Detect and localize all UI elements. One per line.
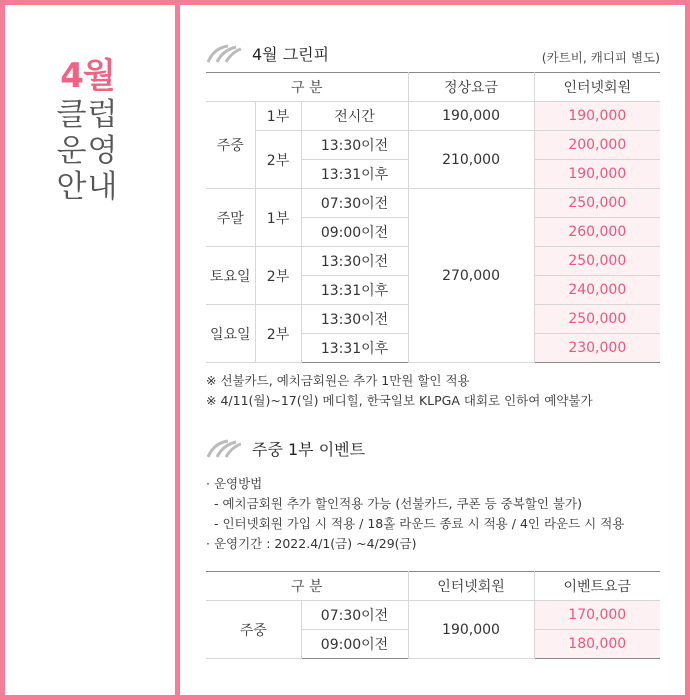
header-normal-fee: 정상요금 xyxy=(408,73,534,102)
event-section-title xyxy=(206,437,365,460)
net-fee-cell: 190,000 xyxy=(408,601,534,659)
event-title: 주중 1부 이벤트 xyxy=(252,440,366,459)
sunday-cell: 일요일 xyxy=(206,305,255,363)
sidebar-line-3: 안내 xyxy=(56,169,119,205)
header-category: 구 분 xyxy=(206,572,408,601)
sidebar-month: 4월 xyxy=(60,56,115,96)
time-cell: 13:30이전 xyxy=(301,305,408,334)
normal-fee-cell: 210,000 xyxy=(408,131,534,189)
net-fee-cell: 240,000 xyxy=(534,276,660,305)
event-fee-cell: 180,000 xyxy=(534,630,660,659)
green-fee-notes xyxy=(206,371,593,411)
weekday-cell: 주중 xyxy=(206,102,255,189)
net-fee-cell: 190,000 xyxy=(534,160,660,189)
swoosh-icon xyxy=(206,439,242,459)
green-fee-section-title xyxy=(206,42,329,65)
green-fee-title: 4월 그린피 xyxy=(252,45,330,64)
table-row xyxy=(206,601,660,630)
time-cell: 07:30이전 xyxy=(301,601,408,630)
event-table xyxy=(206,571,660,659)
net-fee-cell: 200,000 xyxy=(534,131,660,160)
header-internet-member: 인터넷회원 xyxy=(408,572,534,601)
table-row xyxy=(206,102,660,131)
swoosh-icon xyxy=(206,44,242,64)
table-row xyxy=(206,189,660,218)
weekday-cell: 주중 xyxy=(206,601,301,659)
time-cell: 13:31이후 xyxy=(301,334,408,363)
table-header-row xyxy=(206,572,660,601)
table-row xyxy=(206,131,660,160)
header-event-fee: 이벤트요금 xyxy=(534,572,660,601)
part-cell: 2부 xyxy=(255,305,301,363)
header-category: 구 분 xyxy=(206,73,408,102)
net-fee-cell: 230,000 xyxy=(534,334,660,363)
net-fee-cell: 250,000 xyxy=(534,305,660,334)
sidebar-line-1: 클럽 xyxy=(56,97,119,133)
note-line: ※ 4/11(월)~17(일) 메디힐, 한국일보 KLPGA 대회로 인하여 예약불가 xyxy=(206,393,593,408)
normal-fee-cell: 270,000 xyxy=(408,189,534,363)
green-fee-table xyxy=(206,72,660,363)
part-cell: 2부 xyxy=(255,247,301,305)
part-cell: 1부 xyxy=(255,102,301,131)
method-item: - 인터넷회원 가입 시 적용 / 18홀 라운드 종료 시 적용 / 4인 라운드 시 적용 xyxy=(214,516,625,531)
net-fee-cell: 250,000 xyxy=(534,247,660,276)
cart-caddie-note: (카트비, 캐디피 별도) xyxy=(541,50,660,65)
net-fee-cell: 260,000 xyxy=(534,218,660,247)
sidebar xyxy=(0,55,175,205)
time-cell: 07:30이전 xyxy=(301,189,408,218)
time-cell: 09:00이전 xyxy=(301,630,408,659)
table-header-row xyxy=(206,73,660,102)
header-internet-member: 인터넷회원 xyxy=(534,73,660,102)
weekend-cell: 주말 xyxy=(206,189,255,247)
time-cell: 09:00이전 xyxy=(301,218,408,247)
part-cell: 2부 xyxy=(255,131,301,189)
net-fee-cell: 190,000 xyxy=(534,102,660,131)
time-cell: 13:30이전 xyxy=(301,247,408,276)
sidebar-line-2: 운영 xyxy=(56,133,119,169)
saturday-cell: 토요일 xyxy=(206,247,255,305)
time-cell: 13:30이전 xyxy=(301,131,408,160)
part-cell: 1부 xyxy=(255,189,301,247)
time-cell: 13:31이후 xyxy=(301,276,408,305)
net-fee-cell: 250,000 xyxy=(534,189,660,218)
time-cell: 전시간 xyxy=(301,102,408,131)
time-cell: 13:31이후 xyxy=(301,160,408,189)
method-label: · 운영방법 xyxy=(206,476,263,491)
event-info xyxy=(206,474,624,554)
method-item: - 예치금회원 추가 할인적용 가능 (선불카드, 쿠폰 등 중복할인 불가) xyxy=(214,496,582,511)
event-fee-cell: 170,000 xyxy=(534,601,660,630)
event-period: · 운영기간 : 2022.4/1(금) ~4/29(금) xyxy=(206,536,417,551)
sidebar-divider xyxy=(175,0,180,700)
note-line: ※ 선불카드, 예치금회원은 추가 1만원 할인 적용 xyxy=(206,373,470,388)
normal-fee-cell: 190,000 xyxy=(408,102,534,131)
